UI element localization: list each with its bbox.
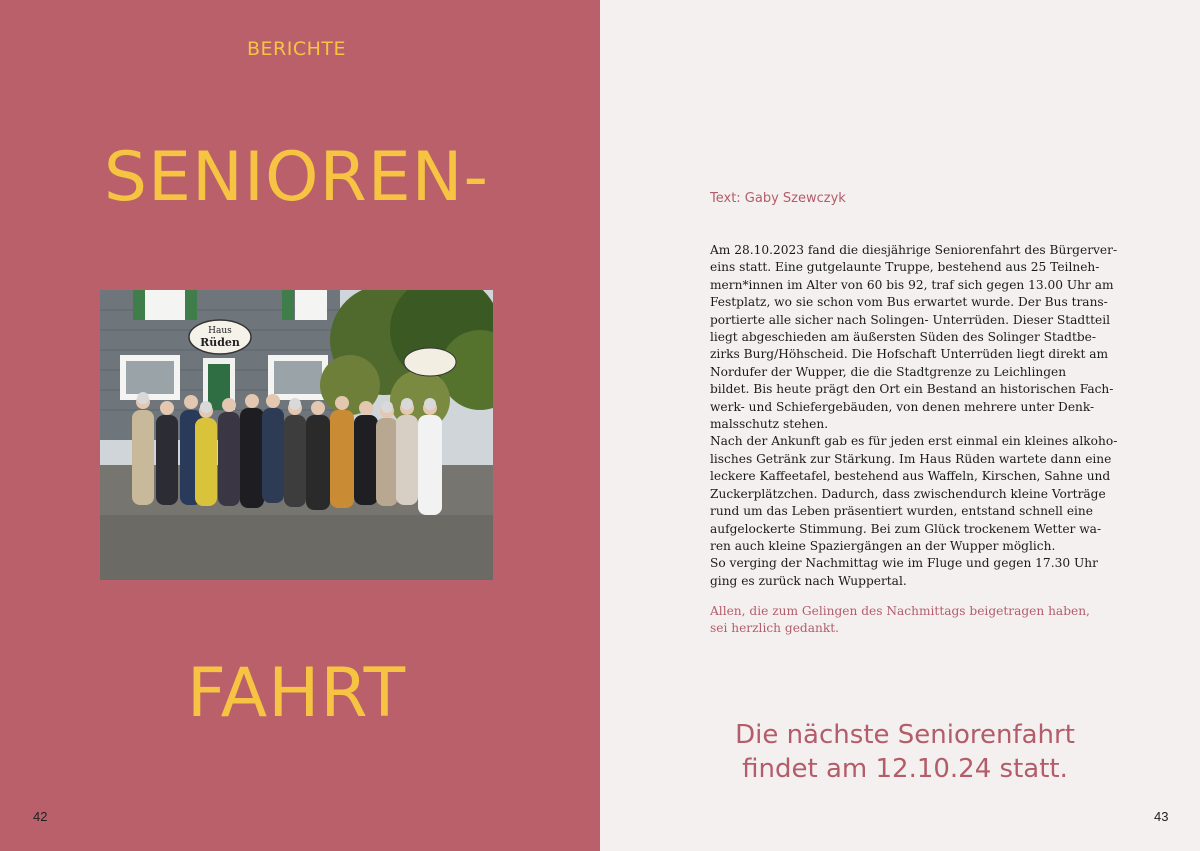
body-line: Nordufer der Wupper, die die Stadtgrenze zu Leichlingen: [710, 364, 1067, 379]
announcement-line: findet am 12.10.24 statt.: [742, 754, 1068, 784]
body-line: lisches Getränk zur Stärkung. Im Haus Rüden wartete dann eine: [710, 451, 1112, 466]
page-number-left: 42: [33, 809, 48, 824]
body-line: Zuckerplätzchen. Dadurch, dass zwischendurch kleine Vorträge: [710, 486, 1106, 501]
body-line: zirks Burg/Höhscheid. Die Hofschaft Unterrüden liegt direkt am: [710, 347, 1109, 362]
body-line: malsschutz stehen.: [710, 417, 829, 432]
body-line: aufgelockerte Stimmung. Bei zum Glück trockenem Wetter wa-: [710, 521, 1102, 536]
body-line: ren auch kleine Spaziergängen an der Wupper möglich.: [710, 538, 1056, 553]
body-line: rund um das Leben präsentiert wurden, entstand schnell eine: [710, 504, 1093, 519]
thanks-note: [710, 603, 1105, 638]
next-trip-announcement: [700, 718, 1110, 786]
article-body: [710, 242, 1118, 590]
body-line: So verging der Nachmittag wie im Fluge und gegen 17.30 Uhr: [710, 556, 1098, 571]
thanks-line: Allen, die zum Gelingen des Nachmittags beigetragen haben,: [710, 604, 1090, 618]
page-number-right: 43: [1154, 809, 1169, 824]
body-line: Nach der Ankunft gab es für jeden erst einmal ein kleines alkoho-: [710, 434, 1118, 449]
body-line: Festplatz, wo sie schon vom Bus erwartet wurde. Der Bus trans-: [710, 295, 1108, 310]
body-line: leckere Kaffeetafel, bestehend aus Waffeln, Kirschen, Sahne und: [710, 469, 1111, 484]
svg-text:Haus: Haus: [208, 326, 232, 336]
body-line: liegt abgeschieden am äußersten Süden des Solinger Stadtbe-: [710, 330, 1096, 345]
body-line: bildet. Bis heute prägt den Ort ein Bestand an historischen Fach-: [710, 382, 1114, 397]
body-line: ging es zurück nach Wuppertal.: [710, 573, 907, 588]
section-label: BERICHTE: [246, 38, 346, 60]
headline-top: SENIOREN-: [103, 138, 490, 217]
body-line: mern*innen im Alter von 60 bis 92, traf sich gegen 13.00 Uhr am: [710, 277, 1114, 292]
announcement-line: Die nächste Seniorenfahrt: [735, 720, 1075, 750]
byline: Text: Gaby Szewczyk: [710, 191, 846, 206]
body-line: eins statt. Eine gutgelaunte Truppe, bestehend aus 25 Teilneh-: [710, 260, 1100, 275]
body-line: Am 28.10.2023 fand die diesjährige Seniorenfahrt des Bürgerver-: [710, 243, 1118, 257]
thanks-line: sei herzlich gedankt.: [710, 621, 839, 636]
group-photo: [100, 290, 493, 580]
headline-bottom: FAHRT: [186, 654, 407, 733]
body-line: portierte alle sicher nach Solingen- Unterrüden. Dieser Stadtteil: [710, 312, 1111, 327]
haus-rueden-sign: [189, 320, 251, 354]
svg-text:Rüden: Rüden: [200, 336, 240, 349]
body-line: werk- und Schiefergebäuden, von denen mehrere unter Denk-: [710, 399, 1095, 414]
